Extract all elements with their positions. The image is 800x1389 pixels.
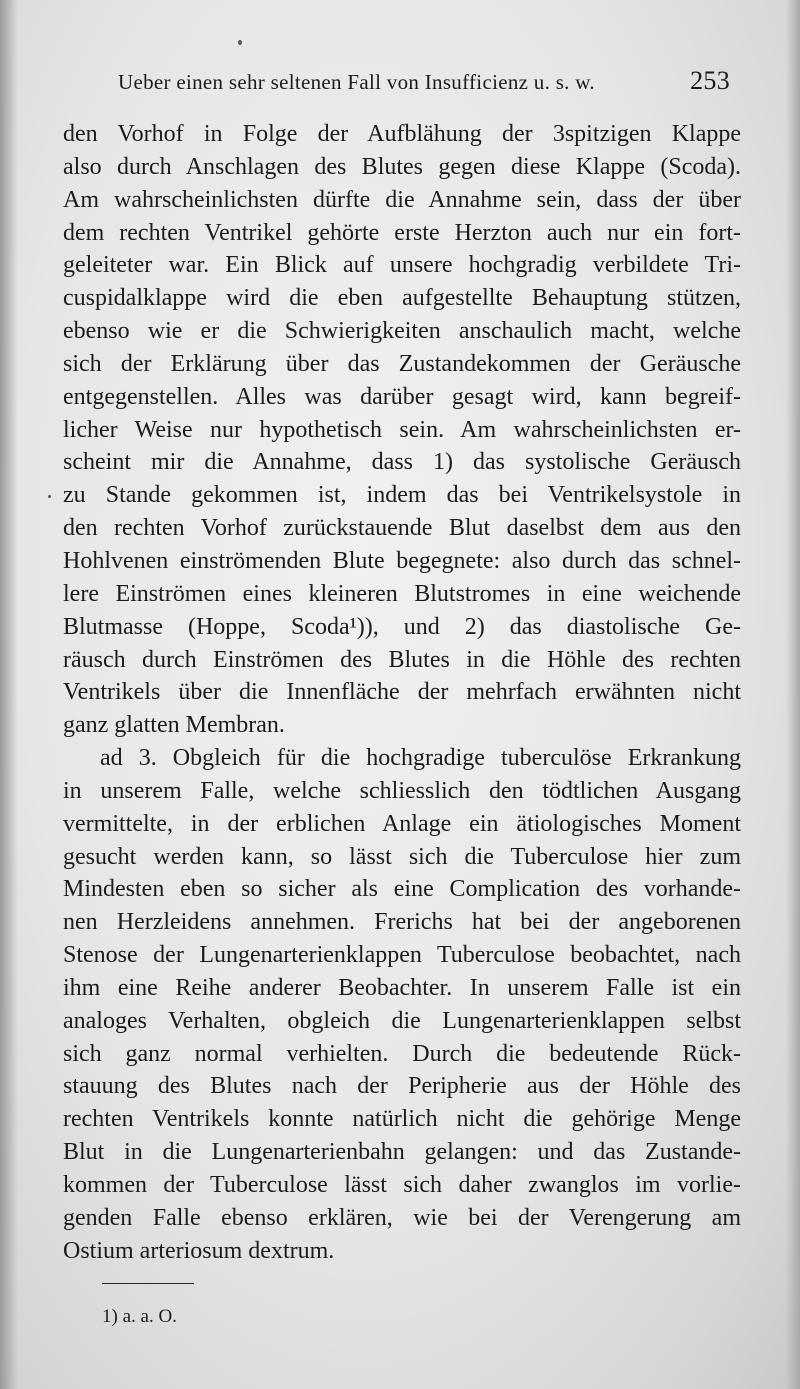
text-line: den rechten Vorhof zurückstauende Blut daselbst dem aus den — [63, 515, 741, 542]
text-line: stauung des Blutes nach der Peripherie aus der Höhle des — [63, 1073, 741, 1100]
text-line: also durch Anschlagen des Blutes gegen diese Klappe (Scoda). — [63, 153, 741, 180]
text-line: rechten Ventrikels konnte natürlich nicht die gehörige Menge — [63, 1106, 741, 1133]
text-line: ebenso wie er die Schwierigkeiten anschaulich macht, welche — [63, 318, 741, 345]
text-line: vermittelte, in der erblichen Anlage ein ätiologisches Moment — [63, 810, 741, 837]
footnote-rule — [102, 1283, 194, 1284]
text-line: scheint mir die Annahme, dass 1) das systolische Geräusch — [63, 449, 741, 476]
body-text — [63, 118, 741, 1268]
text-line: Blut in die Lungenarterienbahn gelangen: und das Zustande- — [63, 1139, 741, 1166]
footnote: 1) a. a. O. — [102, 1306, 177, 1327]
text-line: Ventrikels über die Innenfläche der mehrfach erwähnten nicht — [63, 679, 741, 706]
text-line: den Vorhof in Folge der Aufblähung der 3spitzigen Klappe — [63, 121, 741, 147]
text-line: analoges Verhalten, obgleich die Lungenarterienklappen selbst — [63, 1007, 741, 1034]
text-line: dem rechten Ventrikel gehörte erste Herzton auch nur ein fort- — [63, 219, 741, 246]
text-line: ganz glatten Membran. — [63, 712, 285, 739]
text-line: Stenose der Lungenarterienklappen Tuberculose beobachtet, nach — [63, 942, 741, 969]
text-line: gesucht werden kann, so lässt sich die Tuberculose hier zum — [63, 843, 741, 870]
text-line: entgegenstellen. Alles was darüber gesagt wird, kann begreif- — [63, 383, 741, 410]
text-line: sich ganz normal verhielten. Durch die bedeutende Rück- — [63, 1040, 741, 1067]
text-line: genden Falle ebenso erklären, wie bei der Verengerung am — [63, 1204, 741, 1231]
running-head — [118, 66, 730, 96]
running-title: Ueber einen sehr seltenen Fall von Insufficienz u. s. w. — [118, 70, 595, 94]
text-line: geleiteter war. Ein Blick auf unsere hochgradig verbildete Tri- — [63, 252, 741, 279]
text-line: räusch durch Einströmen des Blutes in die Höhle des rechten — [63, 646, 741, 673]
text-line: Ostium arteriosum dextrum. — [63, 1237, 335, 1264]
print-speck — [48, 495, 51, 498]
text-line: Blutmasse (Hoppe, Scoda¹)), und 2) das diastolische Ge- — [63, 613, 741, 640]
text-line: sich der Erklärung über das Zustandekommen der Geräusche — [63, 350, 741, 377]
text-line: lere Einströmen eines kleineren Blutstromes in eine weichende — [63, 580, 741, 607]
text-line: ihm eine Reihe anderer Beobachter. In unserem Falle ist ein — [63, 974, 741, 1001]
text-line: licher Weise nur hypothetisch sein. Am wahrscheinlichsten er- — [63, 416, 741, 443]
page-number: 253 — [690, 66, 730, 95]
text-line: Mindesten eben so sicher als eine Complication des vorhande- — [63, 876, 741, 903]
text-line: in unserem Falle, welche schliesslich den tödtlichen Ausgang — [63, 777, 741, 804]
text-line: Hohlvenen einströmenden Blute begegnete: also durch das schnel- — [63, 547, 741, 574]
text-line: cuspidalklappe wird die eben aufgestellte Behauptung stützen, — [63, 285, 741, 312]
print-speck — [238, 40, 242, 45]
text-line: ad 3. Obgleich für die hochgradige tuberculöse Erkrankung — [100, 745, 741, 772]
text-line: nen Herzleidens annehmen. Frerichs hat bei der angeborenen — [63, 909, 741, 936]
text-line: zu Stande gekommen ist, indem das bei Ventrikelsystole in — [63, 482, 741, 509]
text-line: Am wahrscheinlichsten dürfte die Annahme sein, dass der über — [63, 186, 741, 213]
text-line: kommen der Tuberculose lässt sich daher zwanglos im vorlie- — [63, 1172, 741, 1198]
